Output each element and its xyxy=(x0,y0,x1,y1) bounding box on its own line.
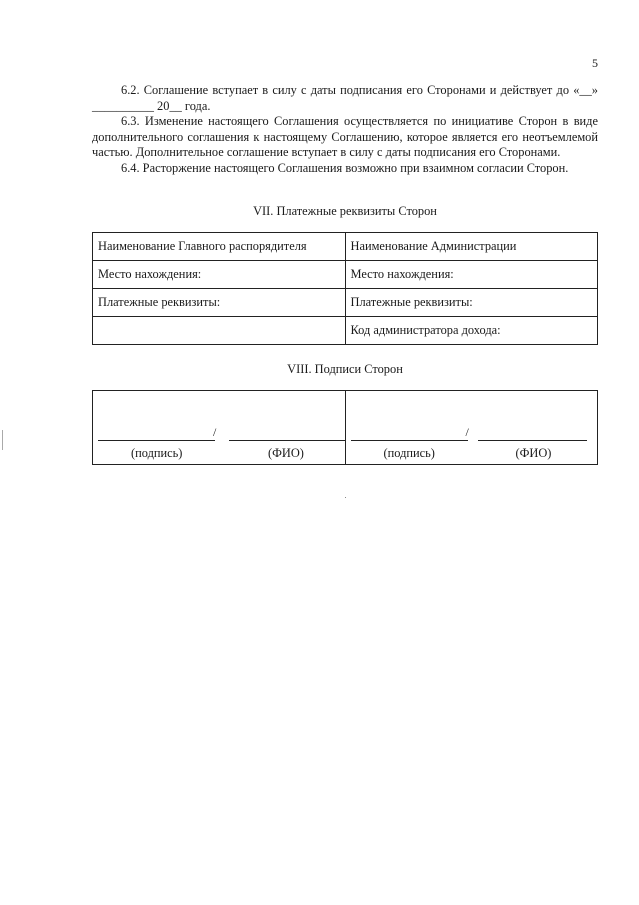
left-signature-block xyxy=(93,391,346,465)
administration-location-cell: Место нахождения: xyxy=(345,261,598,289)
scan-speck xyxy=(345,497,346,498)
slash-separator: / xyxy=(213,425,217,439)
administration-name-cell: Наименование Администрации xyxy=(345,233,598,261)
chief-administrator-payment-details-cell: Платежные реквизиты: xyxy=(93,289,346,317)
page-number: 5 xyxy=(592,56,598,70)
right-signature-block xyxy=(345,391,598,465)
administration-payment-details-cell: Платежные реквизиты: xyxy=(345,289,598,317)
slash-separator: / xyxy=(465,425,469,439)
signatures-table xyxy=(92,390,598,465)
paragraph-6-3: 6.3. Изменение настоящего Соглашения осуществляется по инициативе Сторон в виде дополнительного соглашения к настоящему Соглашению, которое является его неотъемлемой частью. Дополнительное соглашение вступает в силу с даты подписания его Сторонами. xyxy=(92,114,598,160)
name-label: (ФИО) xyxy=(515,446,552,460)
section-8-title: VIII. Подписи Сторон xyxy=(287,362,403,376)
paragraph-6-2: 6.2. Соглашение вступает в силу с даты подписания его Сторонами и действует до «__» __________ 20__ года. xyxy=(92,83,598,113)
table-row xyxy=(93,261,598,289)
table-row xyxy=(93,317,598,345)
name-line xyxy=(478,440,587,441)
chief-administrator-name-cell: Наименование Главного распорядителя xyxy=(93,233,346,261)
name-line xyxy=(229,440,345,441)
section-7-title: VII. Платежные реквизиты Сторон xyxy=(253,204,437,218)
chief-administrator-location-cell: Место нахождения: xyxy=(93,261,346,289)
signature-line xyxy=(351,440,468,441)
signature-label: (подпись) xyxy=(131,446,183,460)
scan-edge-mark xyxy=(2,430,3,450)
agreement-terms-text xyxy=(92,83,598,177)
table-row xyxy=(93,289,598,317)
revenue-administrator-code-cell: Код администратора дохода: xyxy=(345,317,598,345)
payment-details-table xyxy=(92,232,598,345)
signature-label: (подпись) xyxy=(383,446,435,460)
name-label: (ФИО) xyxy=(268,446,304,460)
signature-line xyxy=(98,440,215,441)
table-row xyxy=(93,233,598,261)
table-row xyxy=(93,391,598,465)
empty-cell xyxy=(93,317,346,345)
paragraph-6-4: 6.4. Расторжение настоящего Соглашения возможно при взаимном согласии Сторон. xyxy=(121,160,569,175)
